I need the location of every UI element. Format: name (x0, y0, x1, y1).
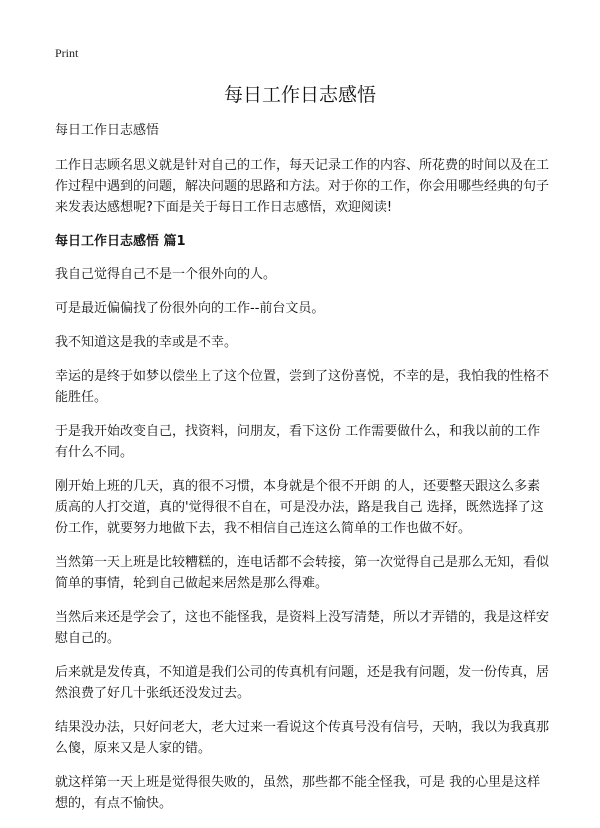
paragraph: 可是最近偏偏找了份很外向的工作--前台文员。 (55, 301, 325, 316)
paragraph: 刚开始上班的几天，真的很不习惯，本身就是个很不开朗 的人，还要整天跟这么多素质高的人打交道，真的'觉得很不自在，可是没办法，路是我自己 选择，既然选择了这份工作，就要努力地做下去，我不相信自己连这么简单的工作也做不好。 (55, 479, 544, 536)
paragraph: 当然第一天上班是比较糟糕的，连电话都不会转接，第一次觉得自己是那么无知，看似简单的事情，轮到自己做起来居然是那么得难。 (55, 555, 550, 591)
page-title: 每日工作日志感悟 (223, 84, 376, 106)
paragraph: 我自己觉得自己不是一个很外向的人。 (55, 267, 277, 282)
article-body (55, 120, 550, 827)
paragraph: 就这样第一天上班是觉得很失败的，虽然，那些都不能全怪我，可是 我的心里是这样想的，有点不愉快。 (55, 775, 541, 811)
paragraph: 于是我开始改变自己，找资料，问朋友，看下这份 工作需要做什么，和我以前的工作有什么不同。 (55, 424, 541, 460)
article-subtitle: 每日工作日志感悟 (55, 123, 160, 138)
print-link[interactable]: Print (55, 46, 79, 60)
paragraph: 结果没办法，只好问老大，老大过来一看说这个传真号没有信号，天呐，我以为我真那么傻，原来又是人家的错。 (55, 720, 550, 756)
paragraph: 幸运的是终于如梦以偿坐上了这个位置，尝到了这份喜悦，不幸的是，我怕我的性格不能胜任。 (55, 369, 550, 405)
paragraph: 后来就是发传真，不知道是我们公司的传真机有问题，还是我有问题，发一份传真，居然浪费了好几十张纸还没发过去。 (55, 665, 550, 701)
paragraph: 我不知道这是我的幸或是不幸。 (55, 335, 238, 350)
section-heading: 每日工作日志感悟 篇1 (55, 234, 186, 249)
paragraph: 当然后来还是学会了，这也不能怪我，是资料上没写清楚，所以才弄错的，我是这样安慰自己的。 (55, 610, 550, 646)
intro-paragraph: 工作日志顾名思义就是针对自己的工作，每天记录工作的内容、所花费的时间以及在工作过程中遇到的问题，解决问题的思路和方法。对于你的工作，你会用哪些经典的句子来发表达感想呢?下面是关于每日工作日志感悟，欢迎阅读! (55, 158, 550, 215)
